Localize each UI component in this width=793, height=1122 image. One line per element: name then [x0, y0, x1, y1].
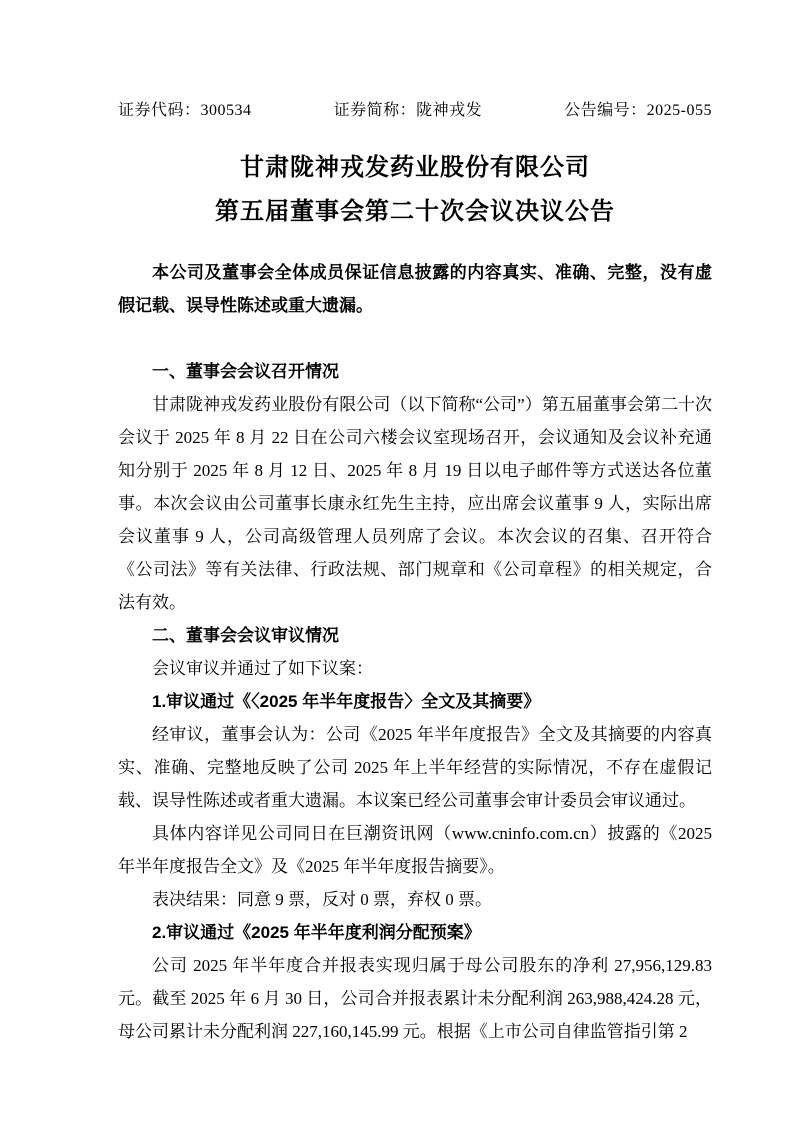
- section2-intro: 会议审议并通过了如下议案：: [152, 659, 373, 678]
- stock-name-text: 证券简称：陇神戎发: [333, 102, 483, 119]
- item2-paragraph-1: 公司 2025 年半年度合并报表实现归属于母公司股东的净利 27,956,129.83 元。截至 2025 年 6 月 30 日，公司合并报表累计未分配利润 263,988,424.28 元，母公司累计未分配利润 227,160,145.99 元。根据《上市公司自律监管指引第 2: [118, 956, 712, 1041]
- item1-vote-result: 表决结果：同意 9 票，反对 0 票，弃权 0 票。: [152, 890, 492, 909]
- section1-heading: 一、董事会会议召开情况: [152, 362, 339, 381]
- item1-heading: 1.审议通过《〈2025 年半年度报告〉全文及其摘要》: [152, 692, 541, 711]
- item1-paragraph-1: 经审议，董事会认为：公司《2025 年半年度报告》全文及其摘要的内容真实、准确、完整地反映了公司 2025 年上半年经营的实际情况，不存在虚假记载、误导性陈述或者重大遗漏。本议案已经公司董事会审计委员会审议通过。: [118, 725, 712, 810]
- section2-heading: 二、董事会会议审议情况: [152, 626, 339, 645]
- item2-heading: 2.审议通过《2025 年半年度利润分配预案》: [152, 923, 481, 942]
- doc-header: [118, 100, 712, 122]
- doc-title-company: 甘肃陇神戎发药业股份有限公司: [240, 154, 590, 181]
- item1-paragraph-2: 具体内容详见公司同日在巨潮资讯网（www.cninfo.com.cn）披露的《2025 年半年度报告全文》及《2025 年半年度报告摘要》。: [118, 824, 712, 876]
- announcement-number-text: 公告编号：2025-055: [564, 102, 712, 119]
- doc-title-meeting: 第五届董事会第二十次会议决议公告: [215, 198, 615, 225]
- declaration-paragraph: 本公司及董事会全体成员保证信息披露的内容真实、准确、完整，没有虚假记载、误导性陈述或重大遗漏。: [118, 263, 712, 315]
- stock-code-text: 证券代码：300534: [118, 102, 252, 119]
- section1-paragraph: 甘肃陇神戎发药业股份有限公司（以下简称“公司”）第五届董事会第二十次会议于 2025 年 8 月 22 日在公司六楼会议室现场召开，会议通知及会议补充通知分别于 2025 年 8 月 12 日、2025 年 8 月 19 日以电子邮件等方式送达各位董事。本次会议由公司董事长康永红先生主持，应出席会议董事 9 人，实际出席会议董事 9 人，公司高级管理人员列席了会议。本次会议的召集、召开符合《公司法》等有关法律、行政法规、部门规章和《公司章程》的相关规定，合法有效。: [118, 395, 712, 612]
